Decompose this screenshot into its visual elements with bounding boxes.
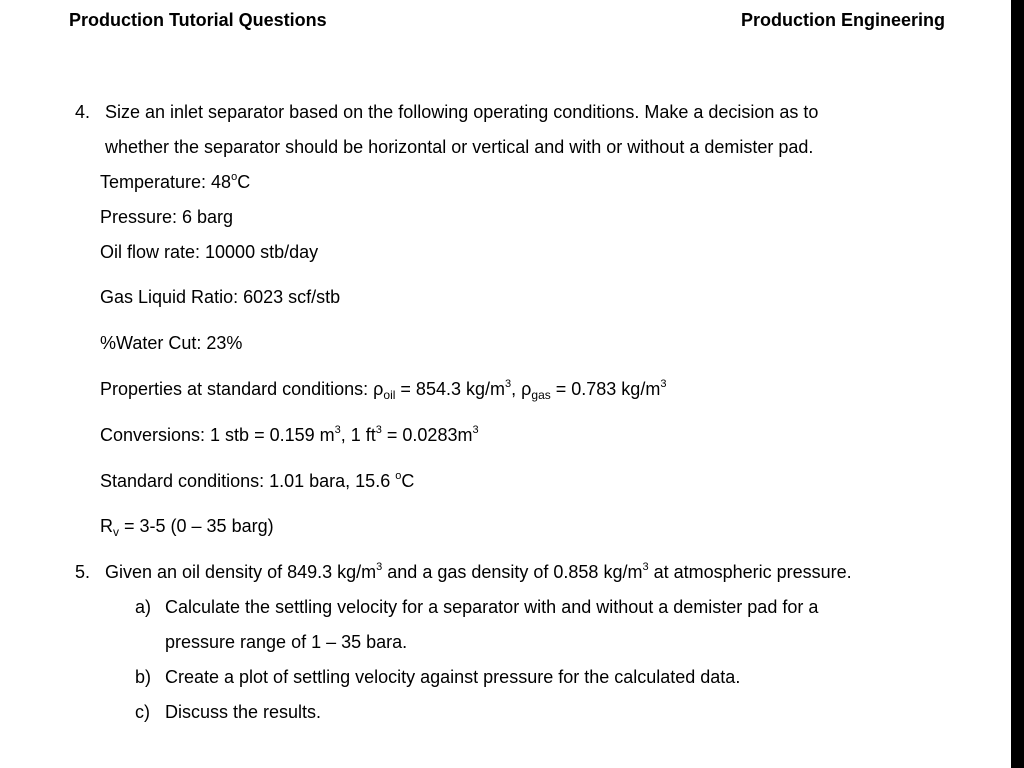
conversions-line: Conversions: 1 stb = 0.159 $m^3$, 1 $ft^3 = 0.0283m^3$: [100, 424, 479, 445]
oil-flow-line: Oil flow rate: 10000 stb/day: [100, 242, 319, 262]
question-5-line: Given an oil density of 849.3 $kg/m^3$ and a gas density of 0.858 $kg/m^3$ at atmospheric pressure.: [105, 561, 852, 582]
temperature-line: Temperature: 48$^o$C: [100, 171, 251, 192]
question-4-number: 4.: [75, 102, 91, 122]
rv-line: $R_v = 3-5$ (0 – 35 barg): [100, 516, 274, 539]
question-5-number: 5.: [75, 562, 91, 582]
subitem-c-label: c): [135, 702, 150, 722]
header-title-left: Production Tutorial Questions: [69, 10, 327, 30]
question-4-line-1: Size an inlet separator based on the following operating conditions. Make a decision as to: [105, 102, 819, 122]
standard-conditions-line: Standard conditions: 1.01 bara, 15.6 $^o$C: [100, 470, 415, 491]
question-4-line-2: whether the separator should be horizontal or vertical and with or without a demister pad.: [105, 137, 814, 157]
subitem-a-label: a): [135, 597, 152, 617]
subitem-b-text: Create a plot of settling velocity against pressure for the calculated data.: [165, 667, 741, 687]
subitem-b-label: b): [135, 667, 152, 687]
pressure-line: Pressure: 6 barg: [100, 207, 234, 227]
subitem-a-line-1: Calculate the settling velocity for a separator with and without a demister pad for a: [165, 597, 819, 617]
properties-line: Properties at standard conditions: $\rho_{oil} = 854.3$ $kg/m^3$, $\rho_{gas} = 0.783$ $kg/m^3$: [100, 378, 667, 402]
subitem-a-line-2: pressure range of 1 – 35 bara.: [165, 632, 408, 652]
header-title-right: Production Engineering: [740, 10, 945, 30]
water-cut-line: %Water Cut: 23%: [100, 333, 243, 353]
gas-liquid-ratio-line: Gas Liquid Ratio: 6023 scf/stb: [100, 287, 341, 307]
subitem-c-text: Discuss the results.: [165, 702, 322, 722]
